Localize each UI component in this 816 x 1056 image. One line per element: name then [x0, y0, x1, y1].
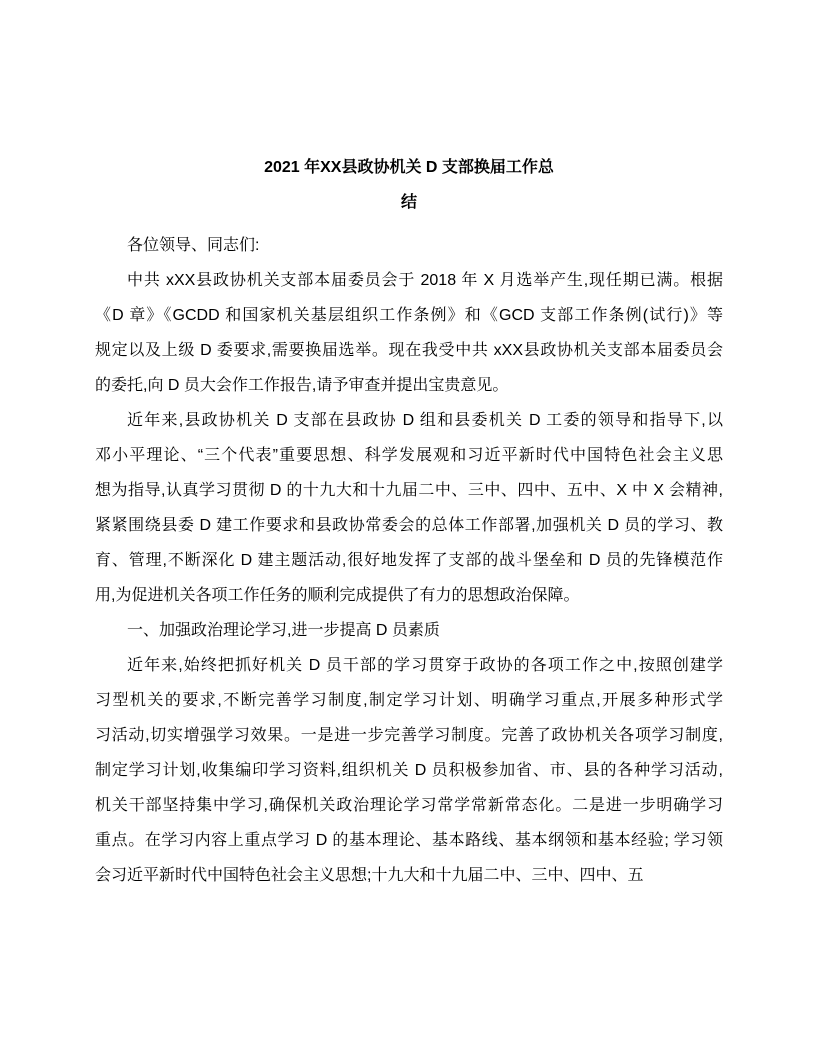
text-line: 习活动,切实增强学习效果。一是进一步完善学习制度。完善了政协机关各项学习制度, — [95, 727, 723, 744]
text-line: 的委托,向 D 员大会作工作报告,请予审查并提出宝贵意见。 — [95, 377, 509, 394]
para-opening — [95, 263, 723, 403]
document-title — [95, 150, 723, 220]
salutation — [95, 228, 723, 263]
text-line: 制定学习计划,收集编印学习资料,组织机关 D 员积极参加省、市、县的各种学习活动, — [95, 762, 723, 779]
text-line: 各位领导、同志们: — [127, 237, 260, 254]
text-line: 《D 章》《GCDD 和国家机关基层组织工作条例》和《GCD 支部工作条例(试行)》等 — [95, 307, 723, 324]
text-line: 近年来,县政协机关 D 支部在县政协 D 组和县委机关 D 工委的领导和指导下,以 — [127, 412, 723, 429]
text-line: 规定以及上级 D 委要求,需要换届选举。现在我受中共 xXX县政协机关支部本届委员会 — [95, 342, 723, 359]
document-title-line-1: 2021 年XX县政协机关 D 支部换届工作总 — [264, 159, 554, 176]
text-line: 一、加强政治理论学习,进一步提高 D 员素质 — [127, 622, 440, 639]
text-line: 机关干部坚持集中学习,确保机关政治理论学习常学常新常态化。二是进一步明确学习 — [95, 797, 723, 814]
text-line: 邓小平理论、“三个代表”重要思想、科学发展观和习近平新时代中国特色社会主义思 — [95, 447, 723, 464]
text-line: 近年来,始终把抓好机关 D 员干部的学习贯穿于政协的各项工作之中,按照创建学 — [127, 657, 723, 674]
text-line: 习型机关的要求,不断完善学习制度,制定学习计划、明确学习重点,开展多种形式学 — [95, 692, 723, 709]
text-line: 用,为促进机关各项工作任务的顺利完成提供了有力的思想政治保障。 — [95, 587, 580, 604]
text-line: 会习近平新时代中国特色社会主义思想;十九大和十九届二中、三中、四中、五 — [95, 867, 644, 884]
text-line: 重点。在学习内容上重点学习 D 的基本理论、基本路线、基本纲领和基本经验; 学习领 — [95, 832, 723, 849]
text-line: 紧紧围绕县委 D 建工作要求和县政协常委会的总体工作部署,加强机关 D 员的学习、教 — [95, 517, 723, 534]
text-line: 育、管理,不断深化 D 建主题活动,很好地发挥了支部的战斗堡垒和 D 员的先锋模范作 — [95, 552, 723, 569]
text-line: 中共 xXX县政协机关支部本届委员会于 2018 年 X 月选举产生,现任期已满。根据 — [127, 272, 723, 289]
document-body — [95, 228, 723, 893]
heading-section-1 — [95, 613, 723, 648]
text-line: 想为指导,认真学习贯彻 D 的十九大和十九届二中、三中、四中、五中、X 中 X 会精神, — [95, 482, 723, 499]
para-overview — [95, 403, 723, 613]
document-title-line-2: 结 — [400, 194, 417, 211]
para-study — [95, 648, 723, 893]
